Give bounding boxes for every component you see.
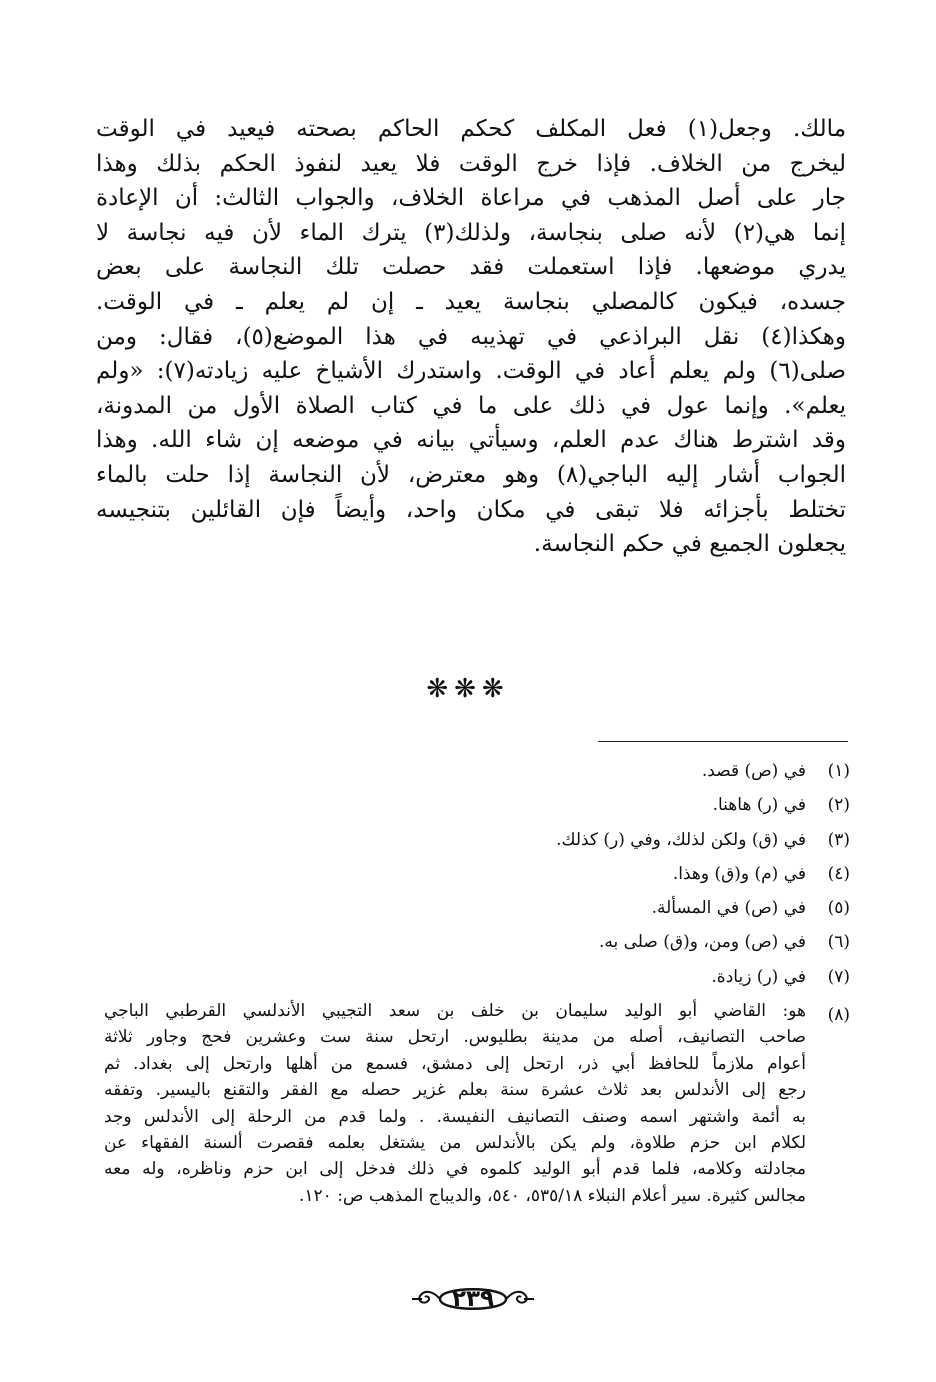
footnote-divider [598,741,848,742]
footnotes [104,754,850,1209]
footnote-number: (٢) [827,795,850,816]
text-line: مالك. وجعل(١) فعل المكلف كحكم الحاكم بصحته فيعيد في الوقت [96,116,847,142]
footnote-number: (٧) [827,966,850,987]
footnote-text: في (ص) في المسألة. [651,898,806,919]
text-line: وهكذا(٤) نقل البراذعي في تهذيبه في هذا الموضع(٥)، فقال: ومن [96,323,846,350]
page-number-badge [410,1278,536,1320]
footnote-text [104,998,806,1209]
footnote-text: في (م) و(ق) وهذا. [672,863,806,884]
text-line: جسده، فيكون كالمصلي بنجاسة يعيد ـ إن لم يعلم ـ في الوقت. [96,288,846,315]
footnote-item [104,823,850,857]
text-line: يدري موضعها. فإذا استعملت فقد حصلت تلك النجاسة على بعض [96,254,846,281]
text-line: يجعلون الجميع في حكم النجاسة. [533,531,846,558]
footnote-number: (٥) [827,898,850,919]
footnote-number: (٤) [827,863,850,884]
page-number: ٢٣٩ [451,1286,495,1312]
footnote-number: (٦) [827,932,850,953]
footnote-line: رجع إلى الأندلس بعد ثلاث عشرة سنة بعلم غزير حصله مع الفقر والتقنع باليسير. وتفقه [104,1080,806,1101]
text-line: وقد اشترط هناك عدم العلم، وسيأتي بيانه في موضعه إن شاء الله. وهذا [96,427,846,454]
text-line: الجواب أشار إليه الباجي(٨) وهو معترض، لأن النجاسة إذا حلت بالماء [96,461,846,488]
text-line: ليخرج من الخلاف. فإذا خرج الوقت فلا يعيد لنفوذ الحكم بذلك وهذا [96,150,846,177]
footnote-line: صاحب التصانيف، أصله من مدينة بطليوس. ارتحل سنة ست وعشرين فحج وجاور ثلاثة [104,1027,806,1048]
footnote-line: مجادلته وكلامه، فلما قدم أبو الوليد كلموه في ذلك فدخل إلى ابن حزم وناظره، وله معه [104,1159,806,1180]
footnote-number: (٨) [827,1005,850,1026]
footnote-item-long [104,998,850,1209]
footnote-text: في (ص) قصد. [701,761,806,781]
main-text [96,112,846,562]
text-line: إنما هي(٢) لأنه صلى بنجاسة، ولذلك(٣) يترك الماء لأن فيه نجاسة لا [96,219,846,246]
footnote-line: أعوام ملازماً للحافظ أبي ذر، ارتحل إلى دمشق، فسمع من أهلها وارتحل إلى بغداد. ثم [104,1053,806,1074]
footnote-item [104,925,850,959]
section-ornament: ❋❋❋ [426,674,510,704]
footnote-number: (٣) [827,829,850,850]
footnote-number: (١) [827,761,850,781]
footnote-line: لكلام ابن حزم طلاوة، ولم يكن بالأندلس من يشتغل بعلمه فقصرت ألسنة الفقهاء عن [104,1133,806,1154]
footnote-line: هو: القاضي أبو الوليد سليمان بن خلف بن سعد التجيبي الأندلسي القرطبي الباجي [104,1001,806,1022]
footnote-text: في (ق) ولكن لذلك، وفي (ر) كذلك. [556,829,806,850]
text-line: جار على أصل المذهب في مراعاة الخلاف، والجواب الثالث: أن الإعادة [96,185,846,212]
footnote-text: في (ر) هاهنا. [712,795,806,816]
footnote-item [104,891,850,925]
footnote-item [104,754,850,788]
footnote-line: مجالس كثيرة. سير أعلام النبلاء ٥٣٥/١٨، ٥٤٠، والديباج المذهب ص: ١٢٠. [298,1185,806,1206]
footnote-item [104,857,850,891]
text-line: تختلط بأجزائه فلا تبقى في مكان واحد، وأيضاً فإن القائلين بتنجيسه [96,496,846,523]
text-line: صلى(٦) ولم يعلم أعاد في الوقت. واستدرك الأشياخ عليه زيادته(٧): «ولم [96,358,846,385]
footnote-item [104,788,850,822]
footnote-text: في (ص) ومن، و(ق) صلى به. [598,932,806,953]
text-line: يعلم». وإنما عول في ذلك على ما في كتاب الصلاة الأول من المدونة، [96,392,846,419]
footnote-item [104,960,850,994]
footnote-text: في (ر) زيادة. [711,966,806,987]
footnote-line: به أئمة واشتهر اسمه وصنف التصانيف النفيسة. . ولما قدم من الرحلة إلى الأندلس وجد [104,1106,806,1127]
